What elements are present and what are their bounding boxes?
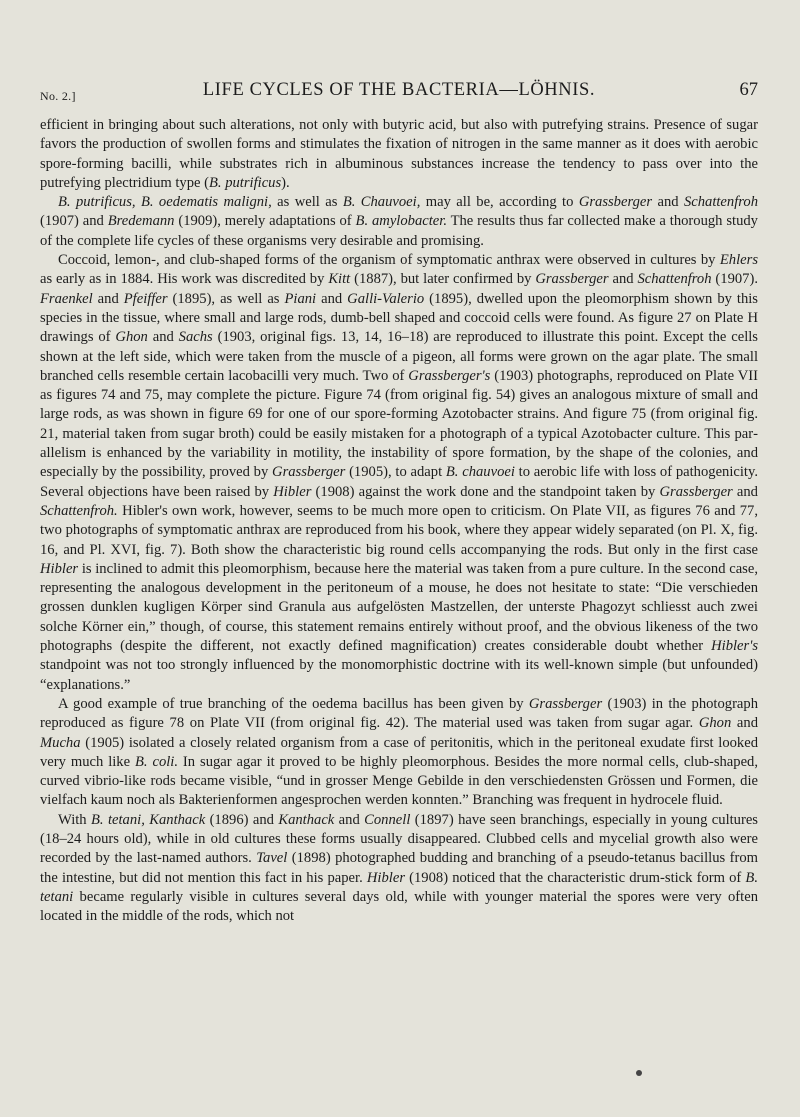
text-run: efficient in bringing about such alterations, not only with butyric acid, but also with putrefying strains. Presence of sugar favors the production of swollen forms and stimulates the fixation of nitrogen in the same manner as it does with aerobic spore-forming bacilli, while substrates rich in albuminous substances increase the tendency to pass over into the putrefying plectridium type (: [40, 117, 758, 191]
text-run: may all be, according to: [420, 194, 579, 211]
italic-text: Ghon: [698, 715, 732, 732]
ink-dot: [636, 1070, 642, 1076]
text-run: (1895), as well as: [167, 290, 285, 307]
italic-text: Hibler: [366, 869, 405, 886]
text-run: and: [92, 290, 124, 307]
text-run: and: [608, 271, 638, 288]
italic-text: Schattenfroh: [637, 271, 712, 288]
italic-text: Schattenfroh: [683, 194, 758, 211]
text-run: as early as in 1884. His work was discredited by: [40, 271, 329, 288]
text-run: (1903) in the photograph reproduced as figure 78 on Plate VII (from original fig. 42). The material used was taken from sugar agar.: [40, 695, 759, 732]
text-run: became regularly visible in cultures several days old, while with younger material the spores were very often located in the middle of the rods, which not: [40, 888, 758, 925]
text-run: (1895), dwelled upon the pleomorphism shown by this species in the tissue, where small and large rods, dumb-bell shaped and coccoid cells were found. As figure 27 on Plate H drawings of: [40, 290, 758, 346]
text-run: and: [652, 194, 684, 211]
text-run: and: [147, 329, 179, 346]
text-run: In sugar agar it proved to be highly pleomorphous. Besides the more normal cells, club-shaped, curved vibrio-like rods became visible, “und in grosser Menge Gebilde in den verschiedensten Grössen und Formen, die vielfach kaum noch als Bakterienformen angesprochen werden konnten.” Branching was frequent in hydrocele fluid.: [40, 753, 758, 809]
running-title: LIFE CYCLES OF THE BACTERIA—LÖHNIS.: [202, 80, 596, 100]
text-run: (1908) against the work done and the standpoint taken by: [311, 483, 660, 500]
running-header: [40, 80, 758, 106]
text-run: and: [731, 715, 758, 732]
paragraph: [40, 695, 758, 811]
text-run: (1903, original figs. 13, 14, 16–18) are reproduced to illustrate this point. Except the cells shown at the left side, which were taken from the muscle of a pigeon, all forms were grown on the agar plate. The small branched cells resemble certain lacobacilli very much. Two of: [40, 329, 758, 384]
text-run: A good example of true branching of the oedema bacillus has been given by: [58, 695, 529, 712]
italic-text: Galli-Valerio: [347, 290, 425, 307]
text-run: (1898) photographed budding and branching of a pseudo-tetanus bacillus from the intestine, but did not mention this fact in his paper.: [40, 850, 758, 886]
italic-text: Grassberger: [528, 695, 603, 712]
text-run: (1896) and: [205, 811, 279, 828]
italic-text: B. putrificus, B. oedematis maligni,: [58, 194, 272, 211]
text-run: (1887), but later confirmed by: [350, 271, 536, 288]
italic-text: Tavel: [256, 850, 288, 867]
text-run: standpoint was not too strongly influenced by the monomorphistic doctrine with its well-known simple (but unfounded) “explanations.”: [40, 657, 758, 693]
italic-text: B. tetani, Kanthack: [91, 811, 206, 828]
text-run: and: [316, 290, 348, 307]
italic-text: Ghon: [115, 329, 148, 346]
text-run: (1907).: [711, 271, 758, 288]
issue-label: No. 2.]: [40, 89, 76, 103]
text-run: (1908) noticed that the characteristic drum-stick form of: [405, 869, 746, 886]
italic-text: Grassberger: [272, 464, 346, 481]
text-run: (1903) photographs, reproduced on Plate VII as figures 74 and 75, may complete the picture. Figure 74 (from original fig. 54) gives an analogous mixture of small and large rods, as was shown in figure 69 for one of our spore-forming Azotobacter strains. And figure 75 (from original fig. 21, material taken from sugar broth) could be easily mistaken for a photograph of a typical Azotobacter culture. This parallelism is enhanced by the variability in motility, the instability of spore formation, by the shape of the colonies, and especially by the possibility, proved by: [40, 367, 758, 481]
text-run: (1907) and: [40, 213, 108, 230]
italic-text: Hibler: [40, 560, 79, 577]
text-run: (1905), to adapt: [345, 464, 446, 481]
italic-text: Bredemann: [107, 213, 175, 230]
italic-text: B. putrificus: [209, 174, 282, 191]
text-run: to aerobic life with loss of pathogenicity. Several objections have been raised by: [40, 464, 758, 500]
paragraph: [40, 116, 758, 193]
text-run: as well as: [271, 194, 343, 211]
text-run: ).: [281, 174, 290, 191]
italic-text: B. amylobacter.: [355, 213, 447, 230]
italic-text: B. coli.: [135, 753, 179, 770]
body-text: [40, 116, 758, 926]
italic-text: Grassberger: [578, 194, 653, 211]
page-number: 67: [739, 80, 758, 100]
italic-text: Hibler: [273, 483, 312, 500]
text-run: and: [334, 811, 365, 828]
italic-text: Kitt: [328, 271, 351, 288]
italic-text: B. chauvoei: [445, 464, 515, 481]
text-run: (1905) isolated a closely related organism from a case of peritonitis, which in the peritoneal exudate first looked very much like: [40, 734, 758, 770]
paragraph: [40, 811, 758, 927]
text-run: With: [58, 811, 91, 828]
italic-text: Connell: [364, 811, 411, 828]
italic-text: Grassberger: [535, 271, 609, 288]
text-run: Hibler's own work, however, seems to be much more open to criticism. On Plate VII, as figures 76 and 77, two photographs of symptomatic anthrax are reproduced from his book, where they appear widely separated (on Pl. X, fig. 16, and Pl. XVI, fig. 7). Both show the characteristic big round cells accompanying the rods. But only in the first case: [40, 502, 758, 558]
italic-text: Fraenkel: [40, 290, 93, 307]
italic-text: Grassberger: [659, 483, 733, 500]
italic-text: Kanthack: [278, 811, 335, 828]
italic-text: Ehlers: [719, 252, 758, 269]
paragraph: [40, 193, 758, 251]
text-run: is inclined to admit this pleomorphism, because here the material was taken from a pure culture. In the second case, representing the analogous development in the peritoneum of a mouse, he does not hesitate to state: “Die verschieden grossen dunklen kugligen Körper sind Granula aus aufgelösten Mastzellen, der unterste Phagozyt schliesst auch zwei solche Körner ein,” though, of course, this statement remains entirely without proof, and the obvious likeness of the two photographs (despite the different, not exactly defined magnification) creates considerable doubt whether: [40, 560, 758, 655]
italic-text: Schattenfroh.: [40, 502, 118, 519]
italic-text: B. Chauvoei,: [342, 194, 421, 211]
text-run: (1909), merely adaptations of: [174, 213, 356, 230]
italic-text: Grassberger's: [408, 367, 491, 384]
text-run: The results thus far collected make a thorough study of the complete life cycles of these organisms very desirable and promising.: [40, 213, 758, 249]
italic-text: Pfeiffer: [123, 290, 168, 307]
text-run: Coccoid, lemon-, and club-shaped forms of the organism of symptomatic anthrax were observed in cultures by: [58, 252, 720, 269]
italic-text: Mucha: [40, 734, 81, 751]
italic-text: B. tetani: [40, 869, 758, 905]
italic-text: Hibler's: [711, 638, 758, 655]
text-run: and: [732, 483, 758, 500]
paragraph: [40, 251, 758, 695]
text-run: (1897) have seen branchings, especially in young cultures (18–24 hours old), while in old cultures these forms usually disappeared. Clubbed cells and mycelial growth also were recorded by the last-named authors.: [40, 811, 758, 867]
italic-text: Piani: [284, 290, 317, 307]
italic-text: Sachs: [178, 329, 213, 346]
